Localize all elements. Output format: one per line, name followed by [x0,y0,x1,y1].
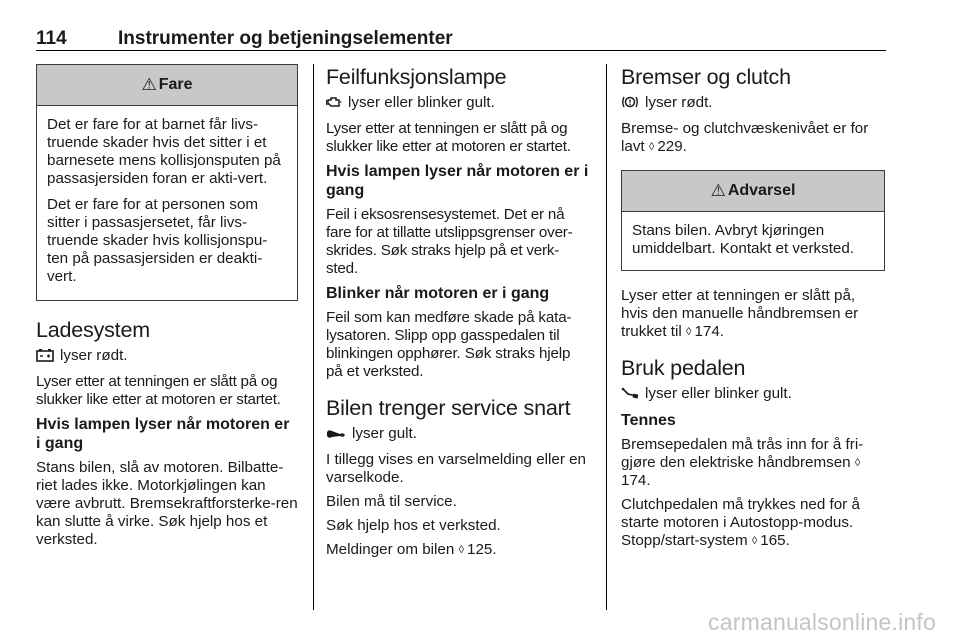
page-reference: 174. [694,323,724,340]
column-divider [606,64,607,610]
body-text: Lyser etter at tenningen er slått på og slukker like etter at motoren er startet. [36,373,281,408]
chapter-title: Instrumenter og betjeningselementer [118,28,453,49]
body-text-part: Meldinger om bilen [326,541,455,558]
cross-reference-icon: ◊ [458,544,464,556]
subheading: Hvis lampen lyser når motoren er i gang [326,163,589,199]
lamp-status-text: lyser eller blinker gult. [348,94,495,111]
column-2 [326,64,590,565]
body-text [621,496,885,550]
subheading: Tennes [621,412,676,429]
column-divider [313,64,314,610]
warning-box-title: Advarsel [727,182,796,199]
warning-text: Stans bilen. Avbryt kjøringen umiddelbart. Kontakt et verksted. [632,222,855,257]
body-text: Lyser etter at tenningen er slått på og slukker like etter at motoren er startet. [326,120,571,155]
page-number: 114 [36,28,67,49]
body-text: I tillegg vises en varselmelding eller en varselkode. [326,451,587,486]
column-1 [36,64,298,555]
lamp-status [36,347,298,367]
lamp-status [326,425,590,445]
page-header [36,28,886,50]
section-heading: Bruk pedalen [621,356,746,380]
page-reference: 125. [467,541,497,558]
body-text: Feil i eksosrensesystemet. Det er nå fare for at tillatte utslippsgrenser over-skrides. Søk straks hjelp på et verk-sted. [326,206,573,277]
danger-box [36,64,298,301]
danger-box-title: Fare [158,76,193,93]
warning-box [621,170,885,271]
body-text [621,120,885,156]
body-text-part: Bremse- og clutchvæskenivået er for lavt [621,120,869,155]
brake-icon [621,95,639,114]
body-text-part: Lyser etter at tenningen er slått på, hvis den manuelle håndbremsen er trukket til [621,287,859,340]
cross-reference-icon: ◊ [686,326,692,338]
lamp-status [621,385,885,405]
subheading: Blinker når motoren er i gang [326,285,550,302]
body-text-part: Clutchpedalen må trykkes ned for å starte motoren i Autostopp-modus. Stopp/start-system [621,496,860,549]
battery-icon [36,348,54,367]
page-reference: 174. [621,472,651,489]
warning-box-header [622,171,884,212]
section-heading: Ladesystem [36,318,150,342]
engine-icon [326,95,342,114]
lamp-status-text: lyser gult. [352,425,417,442]
page-reference: 165. [760,532,790,549]
section-heading: Bremser og clutch [621,65,791,89]
danger-text: Det er fare for at barnet får livs-truende skader hvis det sitter i et barnesete mens kollisjonsputen på passasjersiden foran er akti-vert. [47,116,281,187]
cross-reference-icon: ◊ [751,535,758,547]
body-text [621,287,885,341]
body-text [326,541,590,559]
body-text: Søk hjelp hos et verksted. [326,517,501,534]
lamp-status-text: lyser rødt. [645,94,713,111]
section-heading: Feilfunksjonslampe [326,65,507,89]
cross-reference-icon: ◊ [648,141,655,153]
danger-text: Det er fare for at personen som sitter i passasjersetet, får livs-truende skader hvis kollisjonspu-ten på passasjersiden er deakti-vert. [47,196,268,285]
header-rule [36,50,886,51]
body-text [621,436,885,490]
warning-triangle-icon: ⚠ [710,181,726,200]
lamp-status-text: lyser rødt. [60,347,128,364]
section-heading: Bilen trenger service snart [326,396,571,420]
lamp-status-text: lyser eller blinker gult. [645,385,792,402]
cross-reference-icon: ◊ [854,457,861,469]
warning-triangle-icon: ⚠ [141,75,157,94]
service-wrench-icon [326,427,346,445]
danger-box-header [37,65,297,106]
watermark: carmanualsonline.info [708,609,936,635]
body-text-part: Bremsepedalen må trås inn for å fri-gjøre den elektriske håndbremsen [621,436,864,471]
subheading: Hvis lampen lyser når motoren er i gang [36,416,290,452]
body-text: Feil som kan medføre skade på kata-lysatoren. Slipp opp gasspedalen til blinkingen opphører. Søk straks hjelp på et verksted. [326,309,572,380]
lamp-status [621,94,885,114]
pedal-icon [621,386,639,405]
page-reference: 229. [657,138,687,155]
body-text: Stans bilen, slå av motoren. Bilbatte-riet lades ikke. Motorkjølingen kan være avbrutt. Bremsekraftforsterke-ren kan slutte å virke. Søk hjelp hos et verksted. [36,459,298,548]
column-3 [621,64,885,556]
lamp-status [326,94,590,114]
body-text: Bilen må til service. [326,493,457,510]
